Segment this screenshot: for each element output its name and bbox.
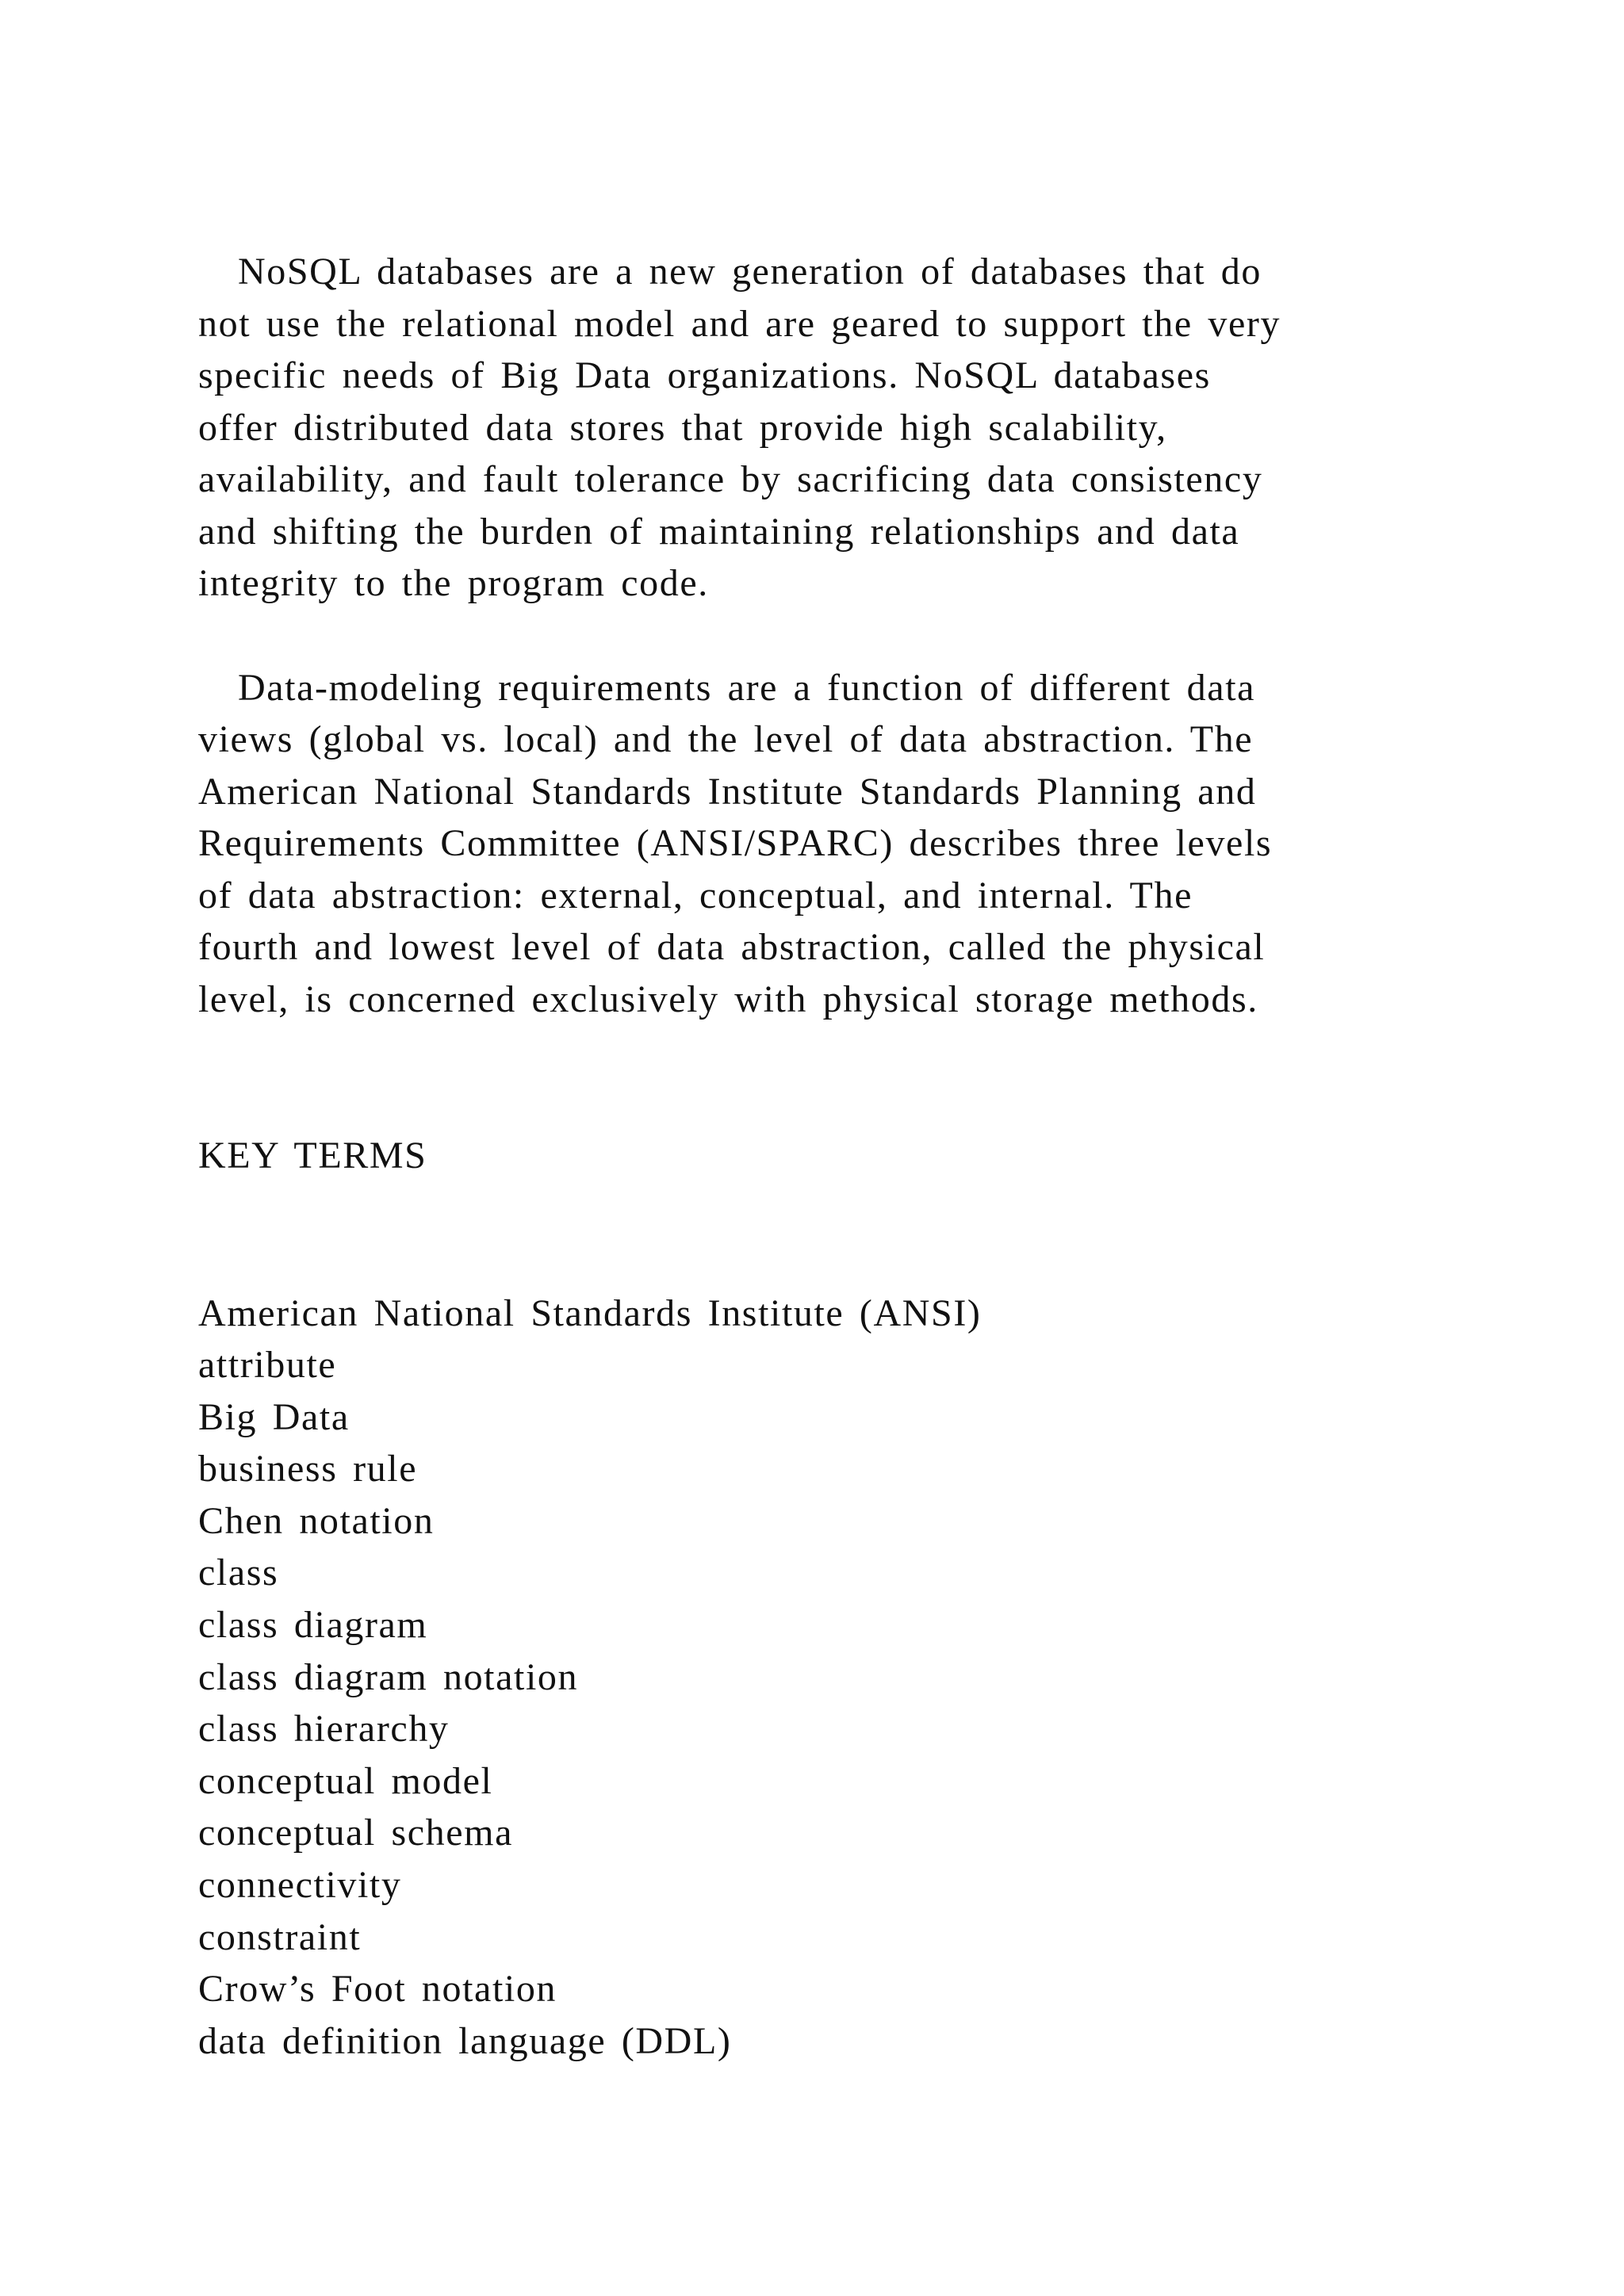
- key-term-item: data definition language (DDL): [198, 2019, 732, 2062]
- paragraph-line: not use the relational model and are geared to support the very: [198, 302, 1281, 345]
- paragraph-line: and shifting the burden of maintaining relationships and data: [198, 510, 1240, 553]
- key-term-item: class diagram: [198, 1604, 428, 1647]
- paragraph-line: Data-modeling requirements are a function of different data: [238, 666, 1256, 709]
- paragraph-line: views (global vs. local) and the level of data abstraction. The: [198, 718, 1254, 760]
- paragraph-line: NoSQL databases are a new generation of databases that do: [238, 251, 1262, 293]
- paragraph-spacer: [198, 610, 1435, 662]
- key-term-item: American National Standards Institute (ANSI): [198, 1292, 982, 1334]
- paragraph-line: specific needs of Big Data organizations. NoSQL databases: [198, 354, 1211, 396]
- key-terms-heading: KEY TERMS: [198, 1135, 427, 1177]
- key-term-item: connectivity: [198, 1864, 402, 1907]
- key-term-item: Chen notation: [198, 1499, 435, 1542]
- paragraph-line: availability, and fault tolerance by sacrificing data consistency: [198, 458, 1263, 500]
- key-terms-list: [198, 1288, 1435, 2068]
- key-term-item: conceptual schema: [198, 1812, 514, 1854]
- paragraph-line: American National Standards Institute Standards Planning and: [198, 770, 1257, 813]
- key-term-item: Big Data: [198, 1395, 350, 1438]
- paragraph-line: of data abstraction: external, conceptual, and internal. The: [198, 874, 1193, 916]
- paragraph-line: Requirements Committee (ANSI/SPARC) describes three levels: [198, 822, 1273, 864]
- key-term-item: class diagram notation: [198, 1655, 579, 1698]
- paragraph-nosql: [198, 246, 1435, 610]
- paragraph-line: offer distributed data stores that provide high scalability,: [198, 406, 1167, 449]
- key-term-item: business rule: [198, 1448, 418, 1490]
- paragraph-data-modeling: [198, 662, 1435, 1026]
- key-term-item: Crow’s Foot notation: [198, 1968, 557, 2011]
- paragraph-line: integrity to the program code.: [198, 562, 709, 604]
- key-term-item: class hierarchy: [198, 1708, 450, 1751]
- paragraph-line: level, is concerned exclusively with physical storage methods.: [198, 978, 1258, 1020]
- paragraph-line: fourth and lowest level of data abstraction, called the physical: [198, 926, 1266, 968]
- key-term-item: attribute: [198, 1344, 337, 1387]
- key-term-item: conceptual model: [198, 1759, 493, 1802]
- key-term-item: class: [198, 1552, 279, 1594]
- key-term-item: constraint: [198, 1915, 362, 1958]
- document-page: [198, 246, 1435, 2067]
